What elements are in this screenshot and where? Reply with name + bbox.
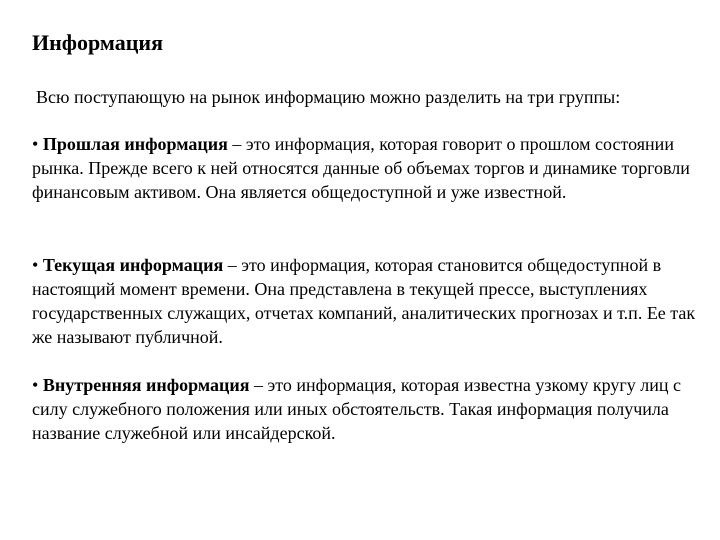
bullet: • xyxy=(32,375,39,395)
term-current: Текущая информация xyxy=(42,255,224,275)
definition-internal: – это информация, которая известна узкому кругу лиц с силу служебного положения или иных обстоятельств. Такая информация получила название служебной или инсайдерской. xyxy=(32,375,682,443)
intro-text: Всю поступающую на рынок информацию можно разделить на три группы: xyxy=(36,87,621,107)
bullet: • xyxy=(32,255,39,275)
definition-current: – это информация, которая становится общедоступной в настоящий момент времени. Она представлена в текущей прессе, выступлениях государственных служащих, отчетах компаний, аналитических прогнозах и т.п. Ее так же называют публичной. xyxy=(32,255,696,347)
info-item-current xyxy=(32,253,702,349)
term-past: Прошлая информация xyxy=(42,134,228,154)
definition-past: – это информация, которая говорит о прошлом состоянии рынка. Прежде всего к ней относятся данные об объемах торгов и динамике торговли финансовым активом. Она является общедоступной и уже известной. xyxy=(32,134,690,202)
info-item-internal xyxy=(32,373,702,445)
bullet: • xyxy=(32,134,39,154)
term-internal: Внутренняя информация xyxy=(42,375,250,395)
slide-title: Информация xyxy=(32,30,164,55)
info-item-past xyxy=(32,132,702,204)
